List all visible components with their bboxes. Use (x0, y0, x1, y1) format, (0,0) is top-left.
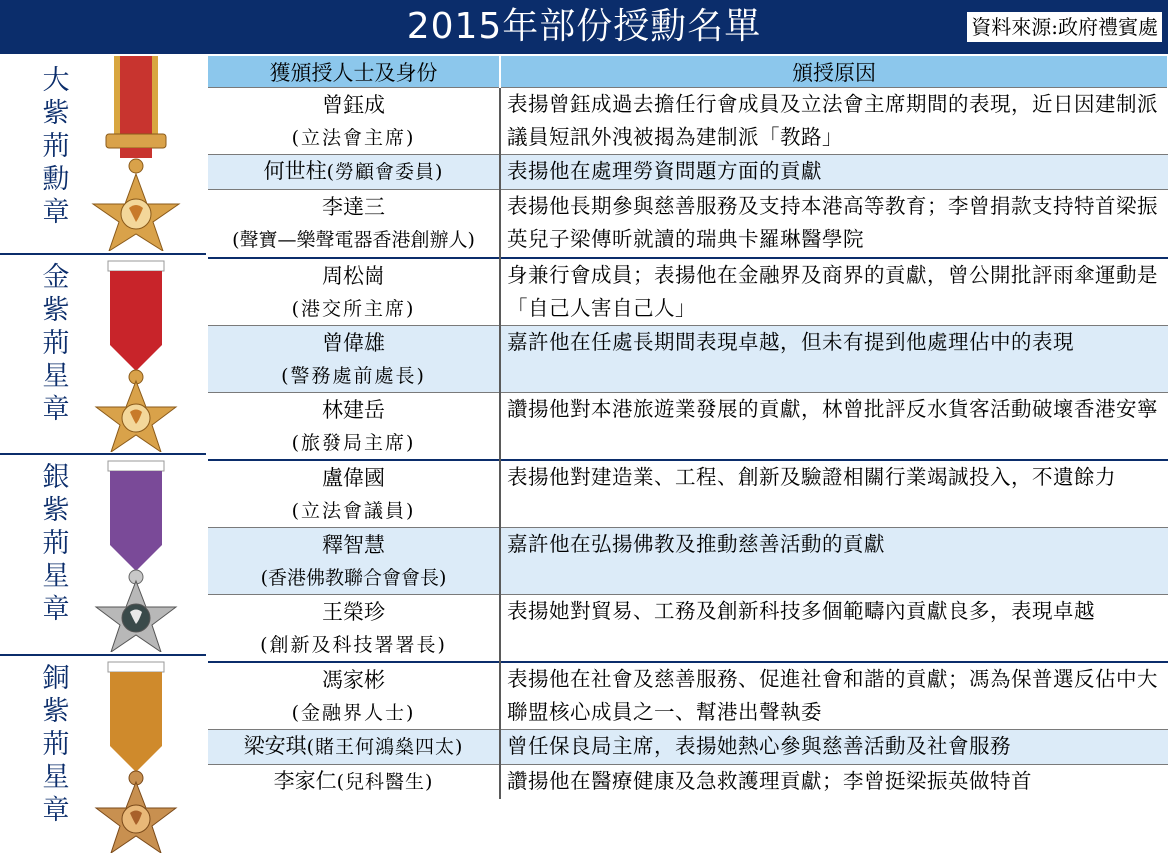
recipient-name: 王榮珍 (322, 599, 385, 624)
grand-bauhinia-medal-icon (76, 56, 196, 251)
table-row (208, 155, 1168, 190)
reason-cell: 讚揚他對本港旅遊業發展的貢獻，林曾批評反水貨客活動破壞香港安寧 (500, 392, 1168, 460)
recipient-name: 李達三 (322, 195, 385, 219)
silver-bauhinia-medal-icon (76, 457, 196, 652)
recipient-name: 盧偉國 (322, 465, 385, 490)
header-bar (0, 0, 1168, 57)
recipient-name: 釋智慧 (322, 532, 385, 557)
recipient-name: 馮家彬 (322, 667, 385, 692)
recipient-name: 梁安琪 (243, 733, 307, 758)
awards-table (208, 56, 1168, 799)
reason-cell: 表揚他長期參與慈善服務及支持本港高等教育；李曾捐款支持特首梁振英兒子梁傳昕就讀的瑞典卡羅琳醫學院 (500, 190, 1168, 258)
table-row (208, 527, 1168, 594)
source-note: 資料來源:政府禮賓處 (967, 12, 1162, 42)
recipient-title: (港交所主席) (291, 297, 416, 320)
recipient-title: (香港佛教聯合會會長) (260, 566, 447, 589)
reason-cell: 表揚他在處理勞資問題方面的貢獻 (500, 155, 1168, 190)
reason-cell: 表揚她對貿易、工務及創新科技多個範疇內貢獻良多，表現卓越 (500, 594, 1168, 662)
medal-name: 銅 紫 荊 星 章 (42, 663, 70, 826)
recipient-cell (208, 190, 500, 258)
recipient-title: (立法會主席) (291, 127, 416, 149)
reason-cell: 嘉許他在弘揚佛教及推動慈善活動的貢獻 (500, 527, 1168, 594)
recipient-title: (立法會議員) (291, 499, 416, 522)
recipient-cell (208, 88, 500, 155)
recipient-title: (聲寶—樂聲電器香港創辦人) (232, 229, 475, 251)
medal-name: 銀 紫 荊 星 章 (42, 462, 70, 625)
table-row (208, 88, 1168, 155)
recipient-cell (208, 729, 500, 764)
table-row (208, 460, 1168, 528)
recipient-cell (208, 527, 500, 594)
column-header-recipient: 獲頒授人士及身份 (208, 56, 500, 88)
recipient-title: (創新及科技署署長) (260, 633, 447, 656)
recipient-title: (金融界人士) (291, 701, 416, 724)
table-row (208, 729, 1168, 764)
recipient-cell (208, 258, 500, 326)
reason-cell: 表揚他在社會及慈善服務、促進社會和諧的貢獻；馮為保普選反佔中大聯盟核心成員之一、幫港出聲執委 (500, 662, 1168, 730)
recipient-cell (208, 764, 500, 799)
table-row (208, 662, 1168, 730)
recipient-title: (勞顧會委員) (326, 161, 444, 183)
reason-cell: 身兼行會成員；表揚他在金融界及商界的貢獻，曾公開批評雨傘運動是「自己人害自己人」 (500, 258, 1168, 326)
medal-name: 大 紫 荊 勳 章 (42, 65, 70, 228)
recipient-name: 周松崗 (322, 263, 385, 288)
table-header-row (208, 56, 1168, 88)
medal-name: 金 紫 荊 星 章 (42, 262, 70, 425)
recipient-cell (208, 155, 500, 190)
table-row (208, 190, 1168, 258)
bronze-bauhinia-medal-icon (76, 658, 196, 853)
medal-bronze-bauhinia (0, 656, 206, 856)
table-row (208, 764, 1168, 799)
column-header-reason: 頒授原因 (500, 56, 1168, 88)
medal-grand-bauhinia (0, 56, 206, 255)
medal-silver-bauhinia (0, 455, 206, 656)
medal-gold-bauhinia (0, 255, 206, 455)
reason-cell: 曾任保良局主席，表揚她熱心參與慈善活動及社會服務 (500, 729, 1168, 764)
recipient-name: 曾鈺成 (322, 93, 385, 117)
gold-bauhinia-medal-icon (76, 257, 196, 452)
recipient-title: (旅發局主席) (291, 431, 416, 454)
recipient-cell (208, 594, 500, 662)
reason-cell: 表揚曾鈺成過去擔任行會成員及立法會主席期間的表現，近日因建制派議員短訊外洩被揭為建制派「教路」 (500, 88, 1168, 155)
recipient-cell (208, 460, 500, 528)
recipient-title: (賭王何鴻燊四太) (306, 735, 464, 758)
recipient-title: (兒科醫生) (336, 770, 434, 793)
table-row (208, 392, 1168, 460)
reason-cell: 讚揚他在醫療健康及急救護理貢獻；李曾挺梁振英做特首 (500, 764, 1168, 799)
table-row (208, 594, 1168, 662)
recipient-cell (208, 325, 500, 392)
recipient-name: 林建岳 (322, 397, 385, 422)
table-row (208, 325, 1168, 392)
reason-cell: 表揚他對建造業、工程、創新及驗證相關行業竭誠投入，不遺餘力 (500, 460, 1168, 528)
recipient-name: 曾偉雄 (322, 330, 385, 355)
table-row (208, 258, 1168, 326)
medal-column (0, 56, 206, 826)
recipient-title: (警務處前處長) (281, 364, 426, 387)
reason-cell: 嘉許他在任處長期間表現卓越，但未有提到他處理佔中的表現 (500, 325, 1168, 392)
recipient-name: 何世柱 (263, 159, 327, 183)
page-title: 2015年部份授勳名單 (406, 6, 762, 47)
recipient-cell (208, 392, 500, 460)
recipient-name: 李家仁 (273, 768, 337, 793)
recipient-cell (208, 662, 500, 730)
